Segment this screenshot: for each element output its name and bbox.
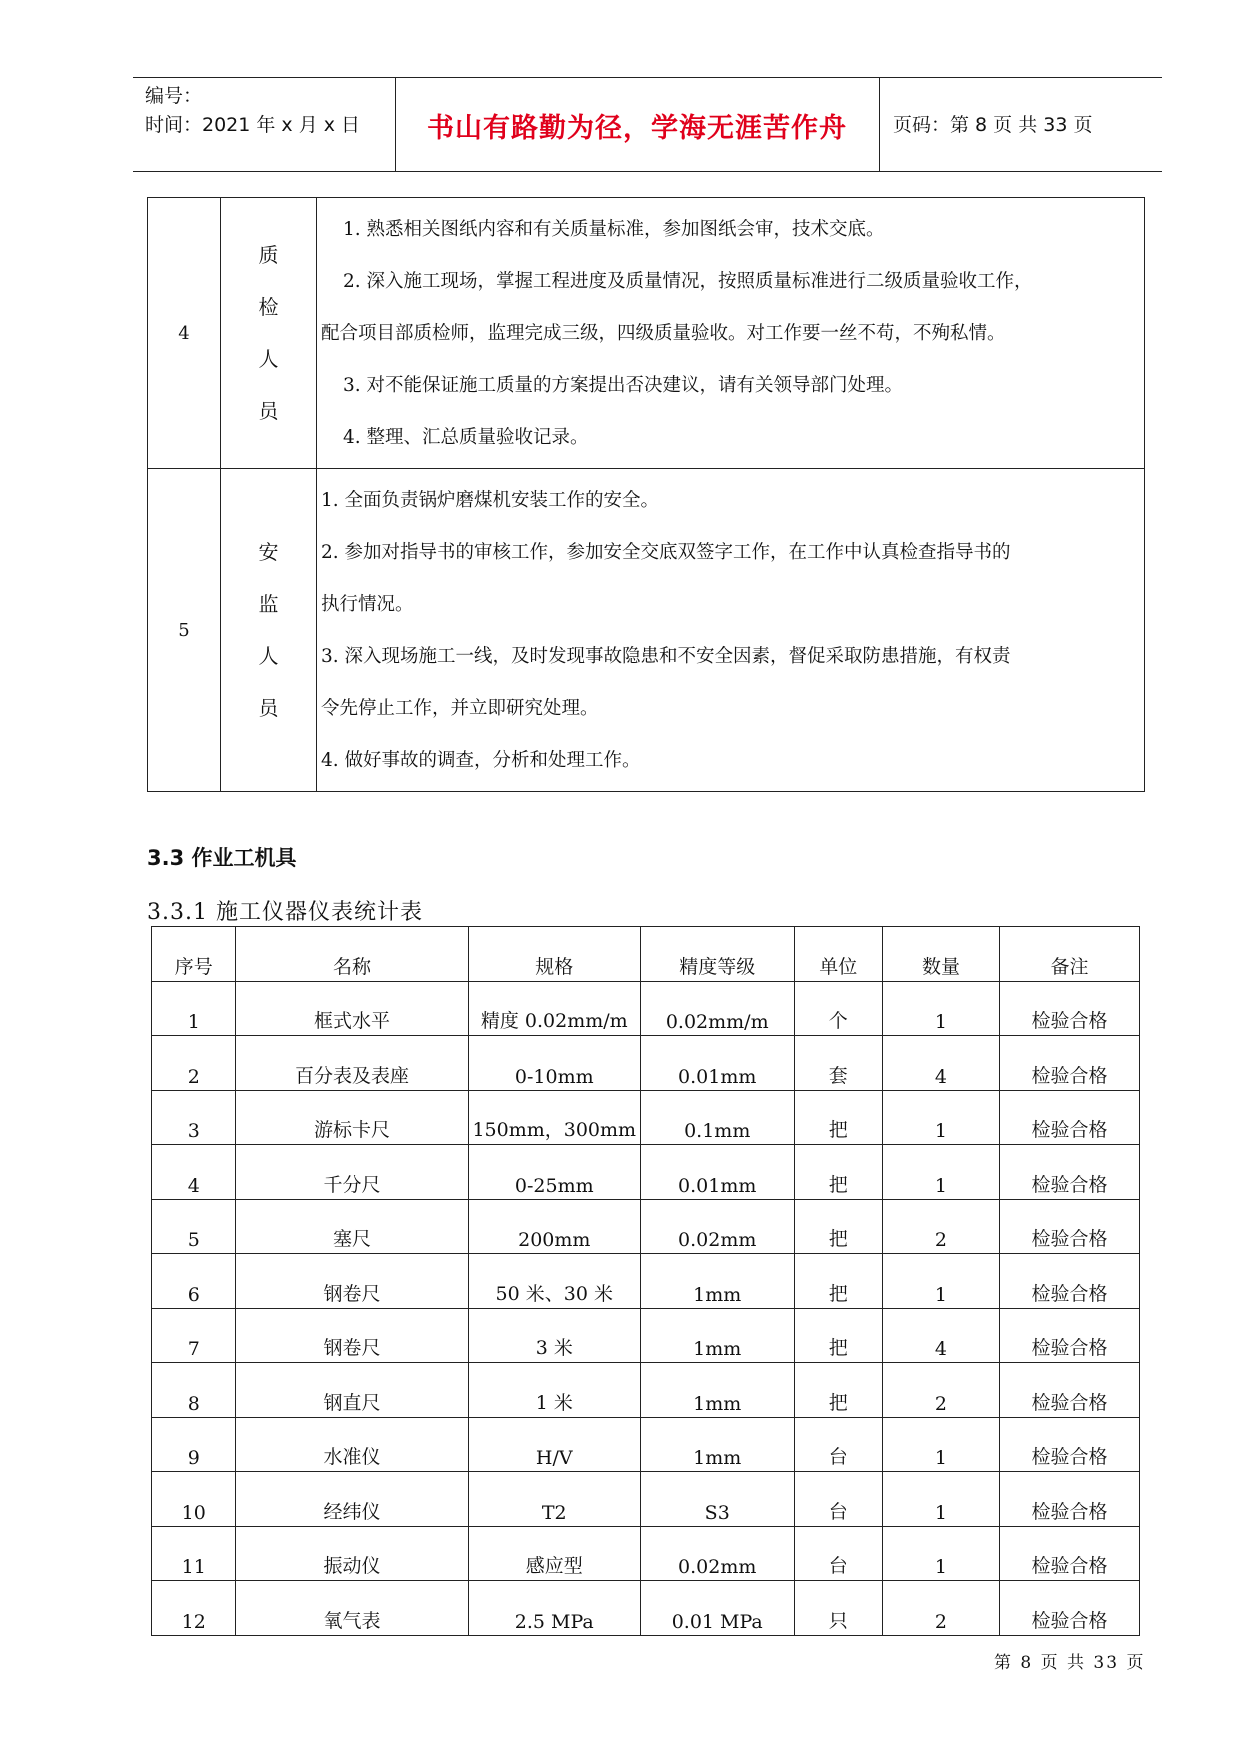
table-cell: 1 <box>882 1472 999 1527</box>
serial-label: 编号： <box>145 85 203 107</box>
table-cell: 检验合格 <box>1000 1417 1140 1472</box>
table-cell: 5 <box>152 1199 236 1254</box>
table-cell: 千分尺 <box>236 1145 468 1200</box>
column-header: 备注 <box>1000 927 1140 982</box>
table-cell: 1mm <box>640 1363 794 1418</box>
table-cell: 钢卷尺 <box>236 1308 468 1363</box>
table-row <box>152 1526 1140 1581</box>
table-cell: 振动仪 <box>236 1526 468 1581</box>
table-cell: S3 <box>640 1472 794 1527</box>
table-row <box>152 981 1140 1036</box>
duty-row <box>148 469 1145 792</box>
duty-role <box>221 198 317 469</box>
duty-row <box>148 198 1145 469</box>
table-cell: 框式水平 <box>236 981 468 1036</box>
column-header: 单位 <box>794 927 882 982</box>
table-cell: T2 <box>468 1472 640 1527</box>
duty-role <box>221 469 317 792</box>
table-cell: 水准仪 <box>236 1417 468 1472</box>
table-cell: 0-10mm <box>468 1036 640 1091</box>
table-cell: 台 <box>794 1472 882 1527</box>
role-char: 检 <box>258 295 279 319</box>
page-footer: 第 8 页 共 33 页 <box>994 1653 1146 1673</box>
table-cell: 0.01mm <box>640 1036 794 1091</box>
duty-table <box>147 197 1145 792</box>
table-cell: H/V <box>468 1417 640 1472</box>
table-cell: 台 <box>794 1417 882 1472</box>
table-cell: 2 <box>882 1581 999 1636</box>
table-cell: 个 <box>794 981 882 1036</box>
role-char: 人 <box>258 644 279 668</box>
table-cell: 游标卡尺 <box>236 1090 468 1145</box>
table-cell: 把 <box>794 1090 882 1145</box>
time-label: 时间：2021 年 x 月 x 日 <box>145 114 361 136</box>
table-cell: 2 <box>882 1363 999 1418</box>
duty-description <box>317 198 1145 469</box>
column-header: 序号 <box>152 927 236 982</box>
table-cell: 1 <box>882 1145 999 1200</box>
table-cell: 台 <box>794 1526 882 1581</box>
table-cell: 1 <box>152 981 236 1036</box>
table-cell: 1mm <box>640 1254 794 1309</box>
section-title: 3.3 作业工机具 <box>147 846 297 870</box>
table-cell: 检验合格 <box>1000 1472 1140 1527</box>
column-header: 数量 <box>882 927 999 982</box>
table-cell: 检验合格 <box>1000 1199 1140 1254</box>
table-cell: 检验合格 <box>1000 1036 1140 1091</box>
table-row <box>152 1199 1140 1254</box>
table-row <box>152 1363 1140 1418</box>
table-cell: 150mm，300mm <box>468 1090 640 1145</box>
table-cell: 1 <box>882 1526 999 1581</box>
table-cell: 塞尺 <box>236 1199 468 1254</box>
duty-line: 4. 做好事故的调查，分析和处理工作。 <box>321 750 641 771</box>
table-cell: 1 <box>882 1254 999 1309</box>
table-cell: 4 <box>882 1036 999 1091</box>
table-cell: 1mm <box>640 1417 794 1472</box>
role-char: 人 <box>258 347 279 371</box>
table-header-row <box>152 927 1140 982</box>
table-row <box>152 1308 1140 1363</box>
subsection-title: 3.3.1 施工仪器仪表统计表 <box>147 900 423 925</box>
table-cell: 0.02mm <box>640 1199 794 1254</box>
table-cell: 6 <box>152 1254 236 1309</box>
table-cell: 2 <box>882 1199 999 1254</box>
duty-line: 1. 全面负责锅炉磨煤机安装工作的安全。 <box>321 490 660 511</box>
role-char: 安 <box>258 540 279 564</box>
header-divider <box>879 78 880 171</box>
table-row <box>152 1417 1140 1472</box>
column-header: 规格 <box>468 927 640 982</box>
table-cell: 50 米、30 米 <box>468 1254 640 1309</box>
duty-line: 配合项目部质检师，监理完成三级，四级质量验收。对工作要一丝不苟，不殉私情。 <box>321 323 1006 344</box>
table-cell: 10 <box>152 1472 236 1527</box>
duty-number: 4 <box>148 198 221 469</box>
role-char: 质 <box>258 243 279 267</box>
table-cell: 4 <box>882 1308 999 1363</box>
table-cell: 把 <box>794 1145 882 1200</box>
table-cell: 12 <box>152 1581 236 1636</box>
role-char: 监 <box>258 592 279 616</box>
table-cell: 0-25mm <box>468 1145 640 1200</box>
table-cell: 8 <box>152 1363 236 1418</box>
column-header: 名称 <box>236 927 468 982</box>
table-cell: 7 <box>152 1308 236 1363</box>
table-cell: 套 <box>794 1036 882 1091</box>
table-cell: 1 米 <box>468 1363 640 1418</box>
table-cell: 9 <box>152 1417 236 1472</box>
table-cell: 百分表及表座 <box>236 1036 468 1091</box>
table-cell: 3 <box>152 1090 236 1145</box>
table-cell: 感应型 <box>468 1526 640 1581</box>
duty-line: 4. 整理、汇总质量验收记录。 <box>343 427 589 448</box>
table-cell: 1mm <box>640 1308 794 1363</box>
table-cell: 精度 0.02mm/m <box>468 981 640 1036</box>
page-header <box>133 77 1162 172</box>
table-cell: 0.02mm/m <box>640 981 794 1036</box>
table-cell: 3 米 <box>468 1308 640 1363</box>
table-cell: 0.02mm <box>640 1526 794 1581</box>
table-cell: 检验合格 <box>1000 1526 1140 1581</box>
table-cell: 2.5 MPa <box>468 1581 640 1636</box>
table-cell: 经纬仪 <box>236 1472 468 1527</box>
table-cell: 0.1mm <box>640 1090 794 1145</box>
table-cell: 氧气表 <box>236 1581 468 1636</box>
table-row <box>152 1472 1140 1527</box>
table-cell: 把 <box>794 1363 882 1418</box>
duty-line: 令先停止工作，并立即研究处理。 <box>321 698 599 719</box>
column-header: 精度等级 <box>640 927 794 982</box>
duty-line: 2. 参加对指导书的审核工作，参加安全交底双签字工作，在工作中认真检查指导书的 <box>321 542 1011 563</box>
table-cell: 200mm <box>468 1199 640 1254</box>
duty-line: 2. 深入施工现场，掌握工程进度及质量情况，按照质量标准进行二级质量验收工作， <box>343 271 1033 292</box>
header-meta <box>145 82 360 140</box>
table-cell: 只 <box>794 1581 882 1636</box>
table-cell: 检验合格 <box>1000 1363 1140 1418</box>
table-cell: 检验合格 <box>1000 1090 1140 1145</box>
role-char: 员 <box>258 696 279 720</box>
table-cell: 钢卷尺 <box>236 1254 468 1309</box>
table-cell: 4 <box>152 1145 236 1200</box>
table-row <box>152 1036 1140 1091</box>
table-cell: 检验合格 <box>1000 1145 1140 1200</box>
table-cell: 1 <box>882 1090 999 1145</box>
table-row <box>152 1145 1140 1200</box>
table-cell: 1 <box>882 981 999 1036</box>
duty-line: 3. 对不能保证施工质量的方案提出否决建议，请有关领导部门处理。 <box>343 375 904 396</box>
duty-line: 1. 熟悉相关图纸内容和有关质量标准，参加图纸会审，技术交底。 <box>343 219 885 240</box>
table-cell: 把 <box>794 1199 882 1254</box>
instrument-table <box>151 926 1140 1636</box>
duty-line: 3. 深入现场施工一线，及时发现事故隐患和不安全因素，督促采取防患措施，有权责 <box>321 646 1011 667</box>
table-cell: 把 <box>794 1254 882 1309</box>
role-char: 员 <box>258 399 279 423</box>
table-cell: 检验合格 <box>1000 1581 1140 1636</box>
table-cell: 检验合格 <box>1000 981 1140 1036</box>
table-cell: 钢直尺 <box>236 1363 468 1418</box>
table-cell: 2 <box>152 1036 236 1091</box>
duty-description <box>317 469 1145 792</box>
table-cell: 检验合格 <box>1000 1254 1140 1309</box>
table-cell: 把 <box>794 1308 882 1363</box>
table-cell: 0.01mm <box>640 1145 794 1200</box>
duty-number: 5 <box>148 469 221 792</box>
table-cell: 检验合格 <box>1000 1308 1140 1363</box>
table-cell: 11 <box>152 1526 236 1581</box>
duty-line: 执行情况。 <box>321 594 414 615</box>
table-cell: 0.01 MPa <box>640 1581 794 1636</box>
header-page-number: 页码：第 8 页 共 33 页 <box>893 114 1093 136</box>
table-row <box>152 1581 1140 1636</box>
table-row <box>152 1254 1140 1309</box>
header-motto: 书山有路勤为径，学海无涯苦作舟 <box>427 113 847 144</box>
table-row <box>152 1090 1140 1145</box>
table-cell: 1 <box>882 1417 999 1472</box>
